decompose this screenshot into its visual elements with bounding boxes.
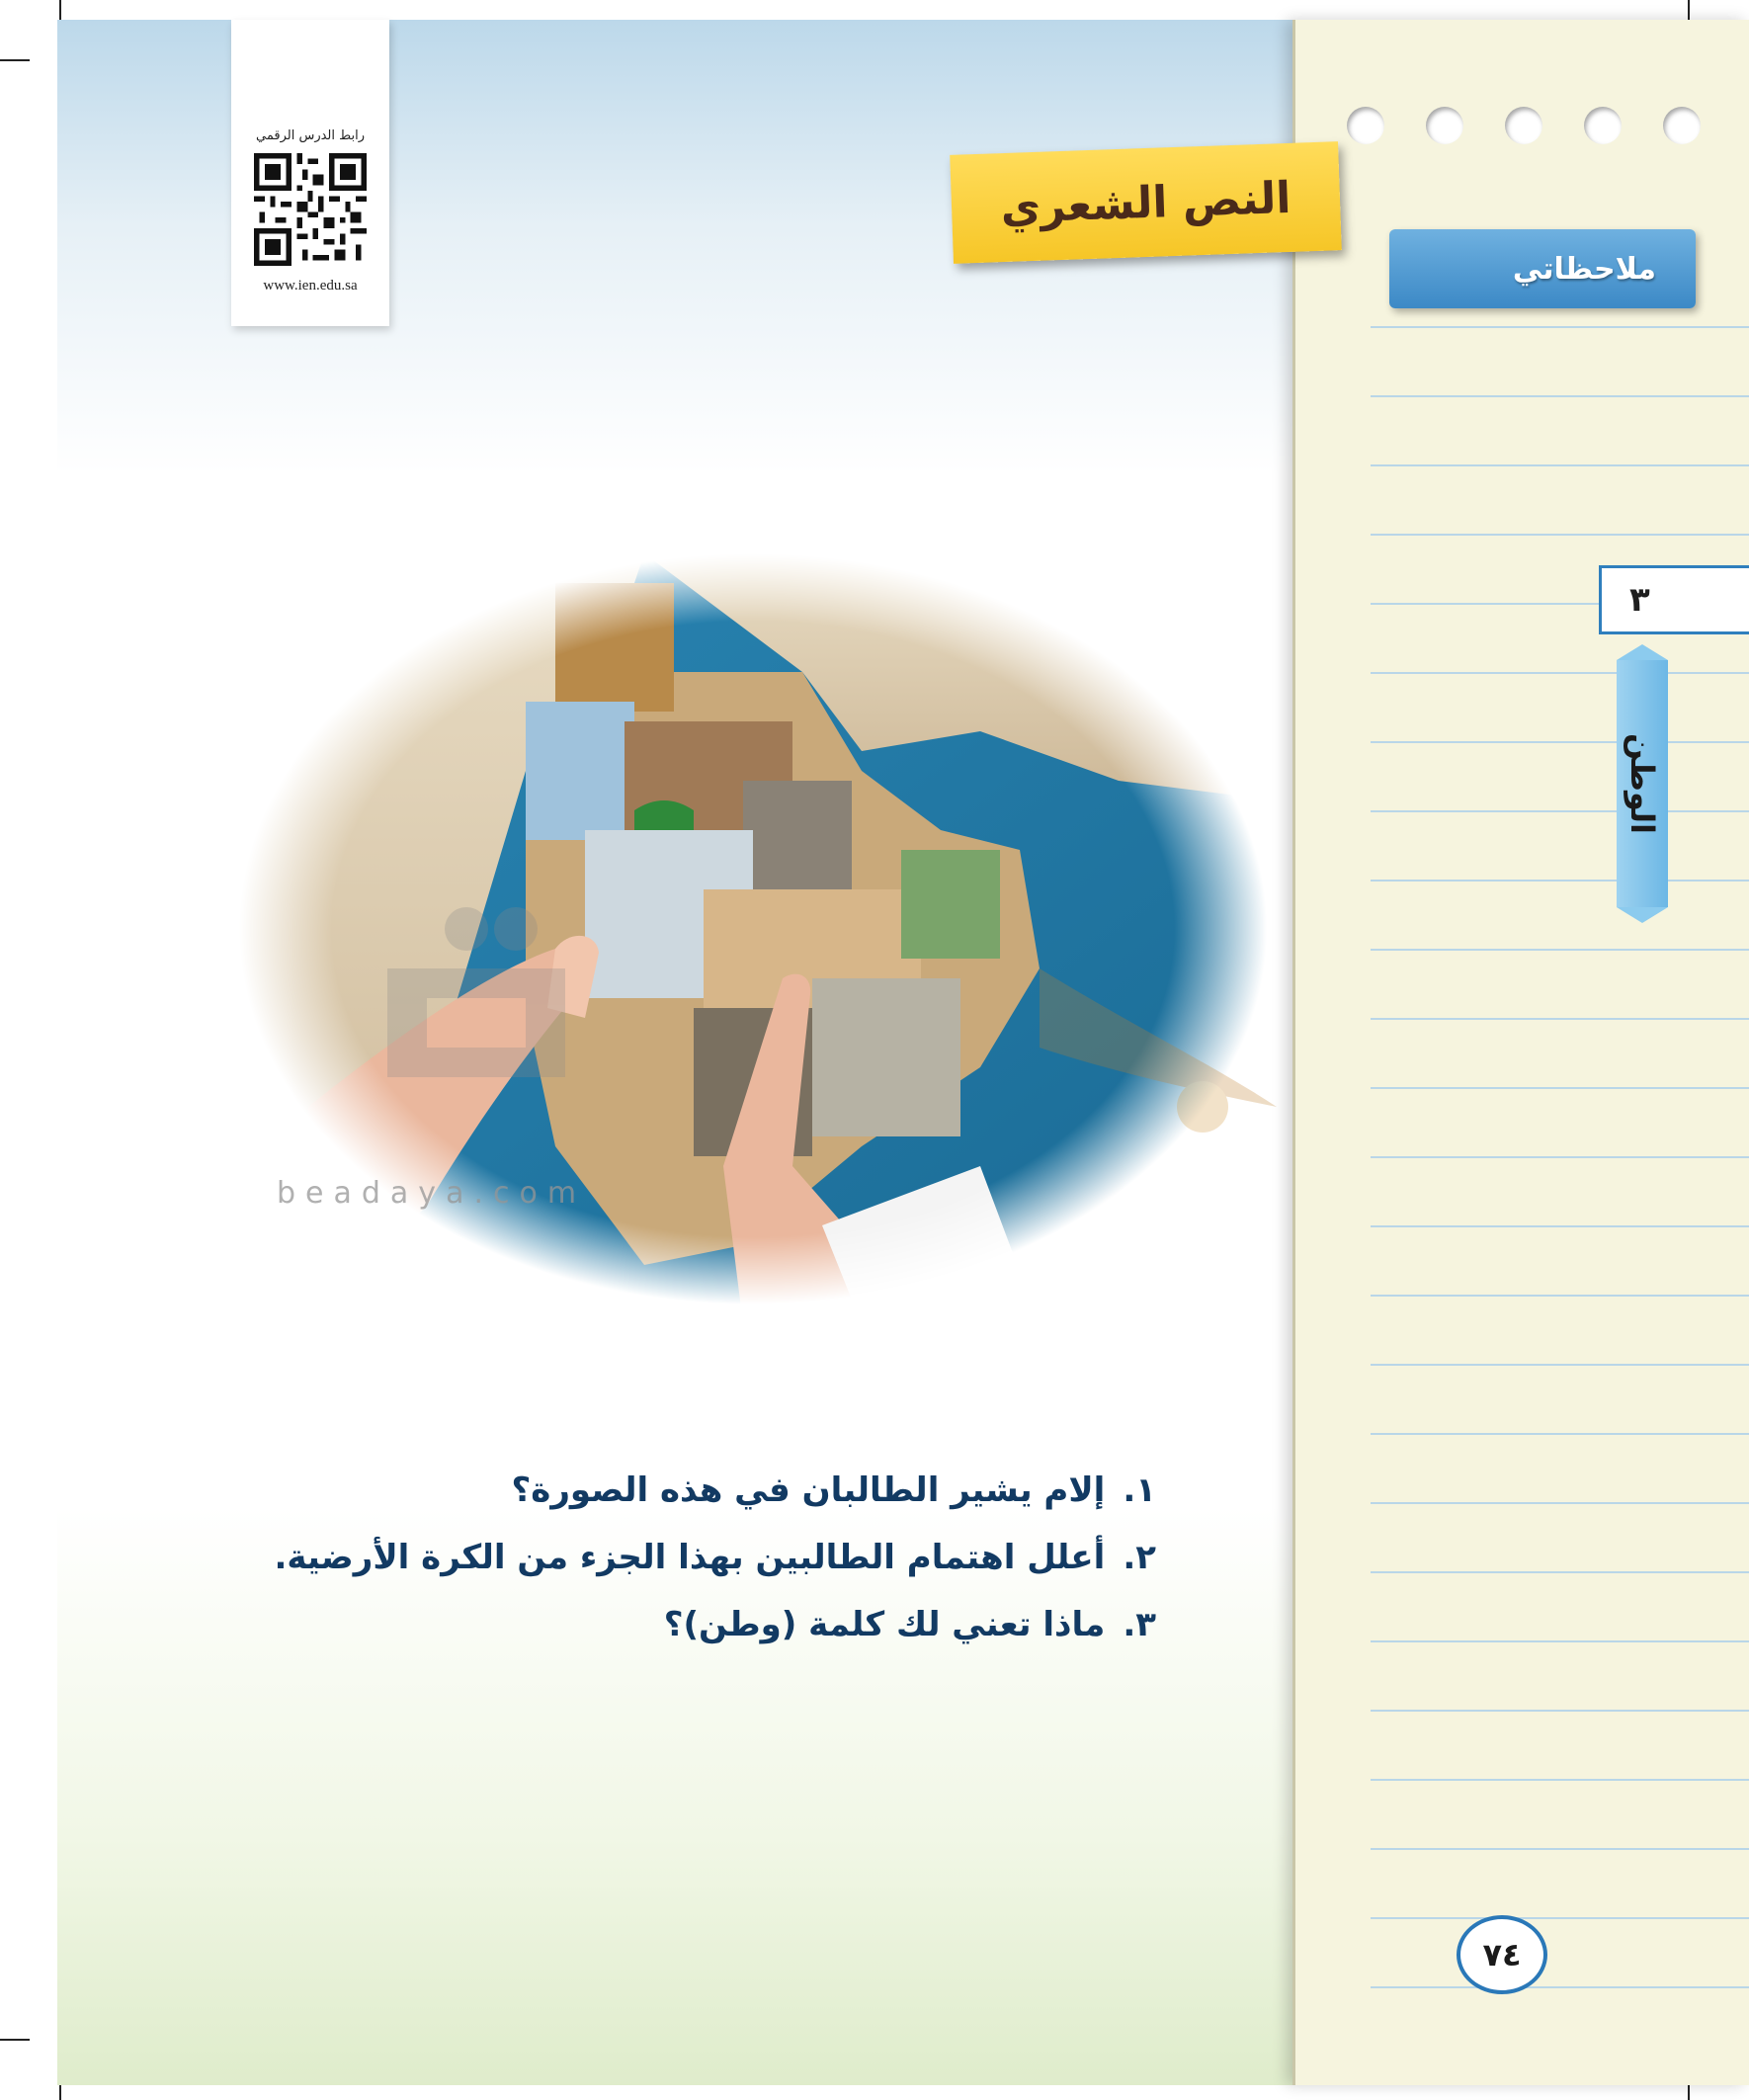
ruled-line — [1371, 1986, 1749, 1988]
ruled-line — [1371, 880, 1749, 882]
section-title: النص الشعري — [999, 172, 1292, 233]
notes-column — [1292, 20, 1749, 2085]
photo-tile — [901, 850, 1000, 959]
ruled-line — [1371, 1779, 1749, 1781]
unit-number-box — [1599, 565, 1749, 634]
ruled-line — [1371, 326, 1749, 328]
ruled-line — [1371, 395, 1749, 397]
ruled-line — [1371, 949, 1749, 951]
page-number: ٧٤ — [1482, 1936, 1522, 1974]
ruled-line — [1371, 1156, 1749, 1158]
photo-tile — [555, 583, 674, 712]
notes-header — [1389, 229, 1696, 308]
qr-url: www.ien.edu.sa — [263, 278, 358, 294]
question-text: أعلل اهتمام الطالبين بهذا الجزء من الكرة الأرضية. — [274, 1538, 1106, 1577]
binder-hole — [1347, 107, 1384, 144]
section-title-box — [950, 141, 1342, 264]
ruled-line — [1371, 1917, 1749, 1919]
ruled-line — [1371, 1433, 1749, 1435]
ruled-line — [1371, 741, 1749, 743]
crop-mark — [0, 59, 30, 61]
ruled-line — [1371, 1502, 1749, 1504]
question-item — [267, 1605, 1156, 1672]
question-text: ماذا تعني لك كلمة (وطن)؟ — [663, 1605, 1106, 1644]
page-number-circle — [1457, 1915, 1547, 1994]
unit-number: ٣ — [1629, 580, 1650, 620]
ruled-line — [1371, 1018, 1749, 1020]
ruled-line — [1371, 1225, 1749, 1227]
qr-label: رابط الدرس الرقمي — [256, 128, 365, 143]
question-item — [267, 1538, 1156, 1605]
binder-hole — [1584, 107, 1622, 144]
question-number: ٢. — [1123, 1538, 1156, 1577]
binder-hole — [1426, 107, 1463, 144]
qr-card[interactable] — [231, 20, 389, 326]
photo-tile — [526, 702, 634, 840]
qr-code-icon[interactable] — [254, 153, 367, 266]
crop-mark — [0, 2039, 30, 2041]
ruled-line — [1371, 1087, 1749, 1089]
ruled-line — [1371, 1295, 1749, 1297]
ruled-line — [1371, 672, 1749, 674]
ruled-line — [1371, 1710, 1749, 1712]
ruled-line — [1371, 1640, 1749, 1642]
binder-hole — [1505, 107, 1542, 144]
unit-name-tab — [1617, 660, 1668, 907]
questions-list — [267, 1470, 1156, 1672]
ruled-line — [1371, 534, 1749, 536]
ruled-line — [1371, 1364, 1749, 1366]
ruled-line — [1371, 1571, 1749, 1573]
question-text: إلام يشير الطالبان في هذه الصورة؟ — [511, 1470, 1106, 1510]
ruled-line — [1371, 464, 1749, 466]
notes-title: ملاحظاتي — [1512, 251, 1656, 287]
ruled-line — [1371, 1848, 1749, 1850]
watermark-text: beadaya.com — [277, 1176, 587, 1211]
question-number: ٣. — [1123, 1605, 1156, 1644]
unit-name: الوطن — [1624, 733, 1661, 834]
question-number: ١. — [1123, 1470, 1156, 1510]
photo-tile — [812, 978, 960, 1136]
binder-hole — [1663, 107, 1701, 144]
ruled-line — [1371, 810, 1749, 812]
question-item — [267, 1470, 1156, 1538]
